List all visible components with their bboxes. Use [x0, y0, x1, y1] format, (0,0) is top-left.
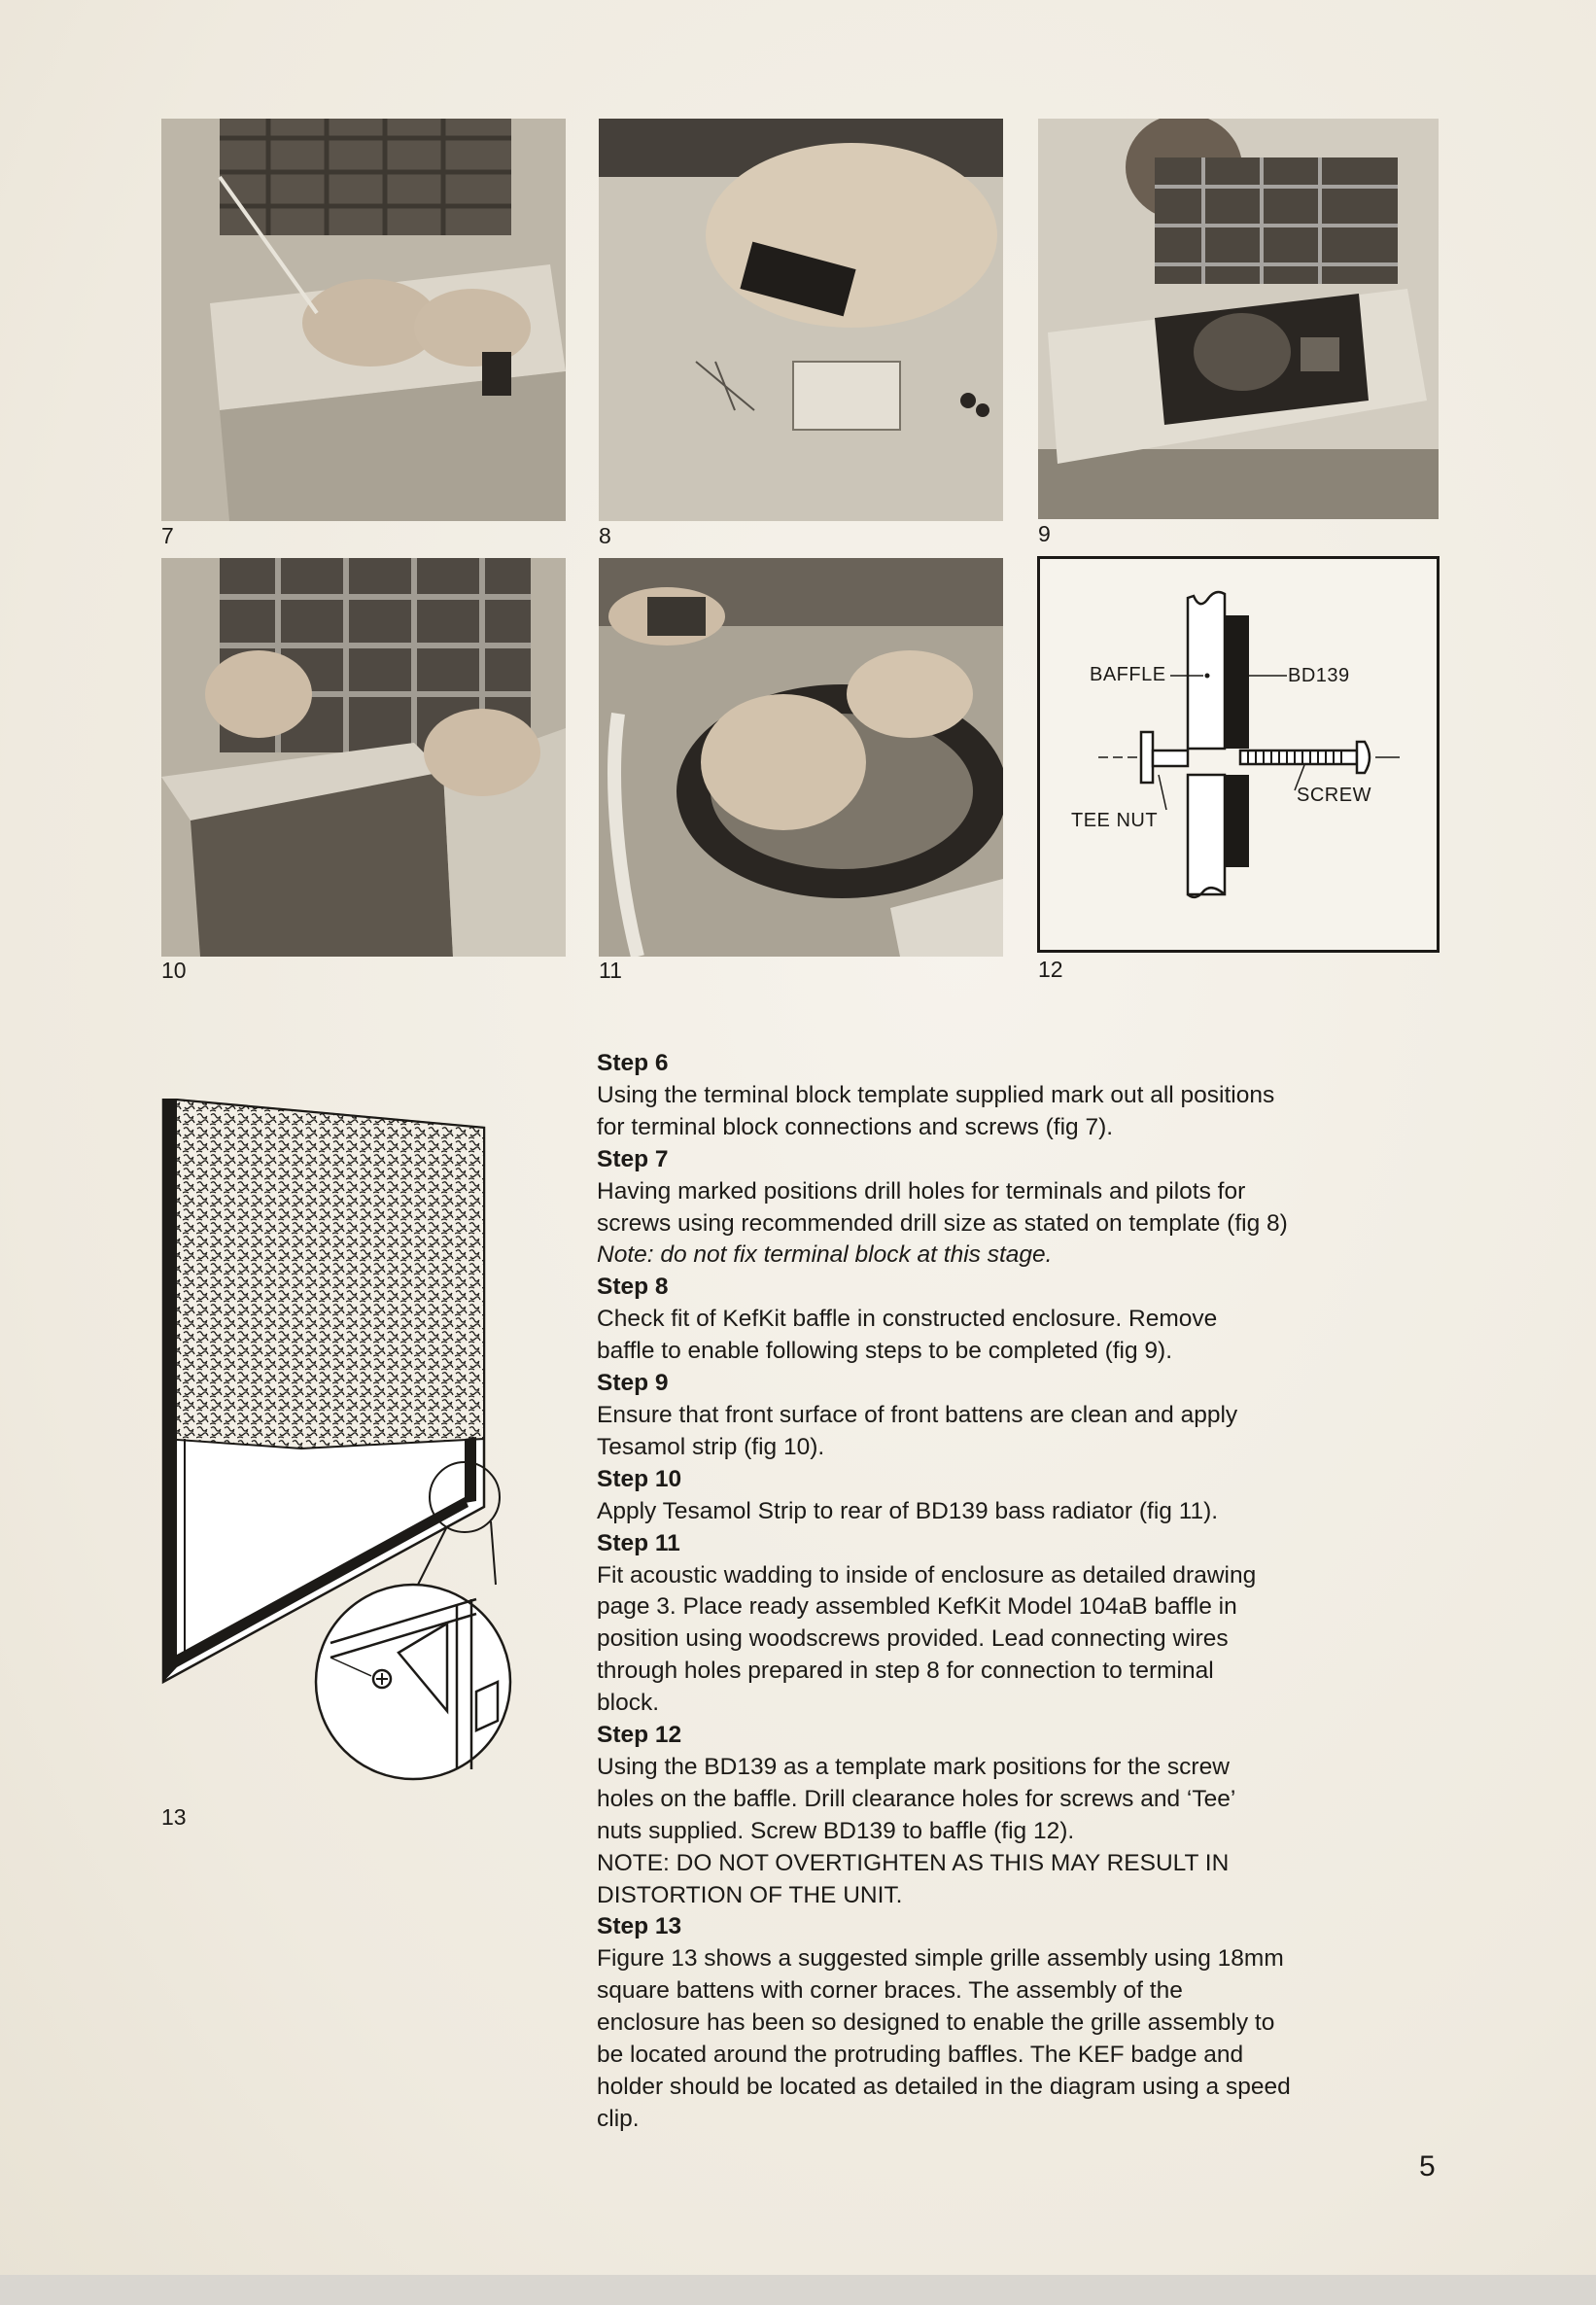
step-heading: Step 10: [597, 1465, 682, 1492]
tee-nut-mounting-diagram: [1037, 556, 1440, 953]
step-line: clip.: [597, 2105, 640, 2132]
photo-fig-7: [161, 119, 566, 521]
step-line: position using woodscrews provided. Lead connecting wires: [597, 1625, 1229, 1653]
fig-10-number: 10: [161, 958, 187, 983]
fig-13-number: 13: [161, 1804, 187, 1830]
step-8: [597, 1272, 1452, 1368]
photo-fig-8: [599, 119, 1003, 521]
step-line: Using the BD139 as a template mark positions for the screw: [597, 1753, 1230, 1780]
step-line: Apply Tesamol Strip to rear of BD139 bass radiator (fig 11).: [597, 1497, 1219, 1524]
step-line: through holes prepared in step 8 for connection to terminal: [597, 1658, 1214, 1685]
step-line: Using the terminal block template supplied mark out all positions: [597, 1081, 1275, 1108]
step-line: baffle to enable following steps to be completed (fig 9).: [597, 1338, 1172, 1365]
step-7: [597, 1144, 1452, 1273]
screw-label: SCREW: [1297, 785, 1371, 806]
step-line: holder should be located as detailed in the diagram using a speed: [597, 2074, 1291, 2100]
step-line: square battens with corner braces. The assembly of the: [597, 1977, 1183, 2005]
step-line: holes on the baffle. Drill clearance holes for screws and ‘Tee’: [597, 1785, 1236, 1812]
step-line: screws using recommended drill size as stated on template (fig 8): [597, 1209, 1288, 1237]
step-11: [597, 1528, 1452, 1720]
step-line: page 3. Place ready assembled KefKit Model 104aB baffle in: [597, 1593, 1237, 1621]
photo-fig-11: [599, 558, 1003, 957]
step-line: enclosure has been so designed to enable the grille assembly to: [597, 2009, 1275, 2037]
scan-edge: [0, 2275, 1596, 2305]
step-line: nuts supplied. Screw BD139 to baffle (fig 12).: [597, 1817, 1075, 1844]
step-warning-line: NOTE: DO NOT OVERTIGHTEN AS THIS MAY RESULT IN: [597, 1849, 1230, 1876]
step-line: Fit acoustic wadding to inside of enclosure as detailed drawing: [597, 1561, 1257, 1589]
step-warning-line: DISTORTION OF THE UNIT.: [597, 1881, 903, 1908]
step-10: [597, 1464, 1452, 1528]
tee-nut-label: TEE NUT: [1071, 810, 1159, 831]
baffle-label: BAFFLE: [1090, 664, 1166, 685]
fig-12-number: 12: [1038, 957, 1063, 982]
step-13: [597, 1911, 1452, 2135]
step-heading: Step 6: [597, 1050, 669, 1076]
step-line: Figure 13 shows a suggested simple grille assembly using 18mm: [597, 1945, 1284, 1973]
step-heading: Step 9: [597, 1370, 669, 1397]
step-heading: Step 8: [597, 1274, 669, 1301]
step-6: [597, 1048, 1452, 1144]
steps-text: [597, 1048, 1452, 2136]
fig-9-number: 9: [1038, 521, 1051, 546]
fig-8-number: 8: [599, 523, 611, 548]
grille-assembly-drawing: [156, 1099, 515, 1808]
step-line: Having marked positions drill holes for terminals and pilots for: [597, 1177, 1246, 1205]
step-heading: Step 12: [597, 1722, 682, 1749]
fig-11-number: 11: [599, 958, 622, 983]
step-note: Note: do not fix terminal block at this stage.: [597, 1241, 1053, 1269]
step-heading: Step 13: [597, 1913, 682, 1940]
page-number: 5: [1419, 2150, 1436, 2183]
step-9: [597, 1368, 1452, 1464]
step-line: for terminal block connections and screws (fig 7).: [597, 1113, 1114, 1140]
fig-7-number: 7: [161, 523, 174, 548]
step-line: Check fit of KefKit baffle in constructed enclosure. Remove: [597, 1306, 1218, 1333]
step-line: be located around the protruding baffles. The KEF badge and: [597, 2042, 1244, 2069]
photo-fig-9: [1038, 119, 1439, 519]
photo-fig-10: [161, 558, 566, 957]
step-heading: Step 11: [597, 1529, 680, 1556]
step-heading: Step 7: [597, 1145, 669, 1172]
step-12: [597, 1720, 1452, 1911]
step-line: Tesamol strip (fig 10).: [597, 1433, 825, 1460]
bd139-label: BD139: [1288, 665, 1350, 686]
step-line: block.: [597, 1690, 660, 1717]
step-line: Ensure that front surface of front battens are clean and apply: [597, 1401, 1238, 1428]
